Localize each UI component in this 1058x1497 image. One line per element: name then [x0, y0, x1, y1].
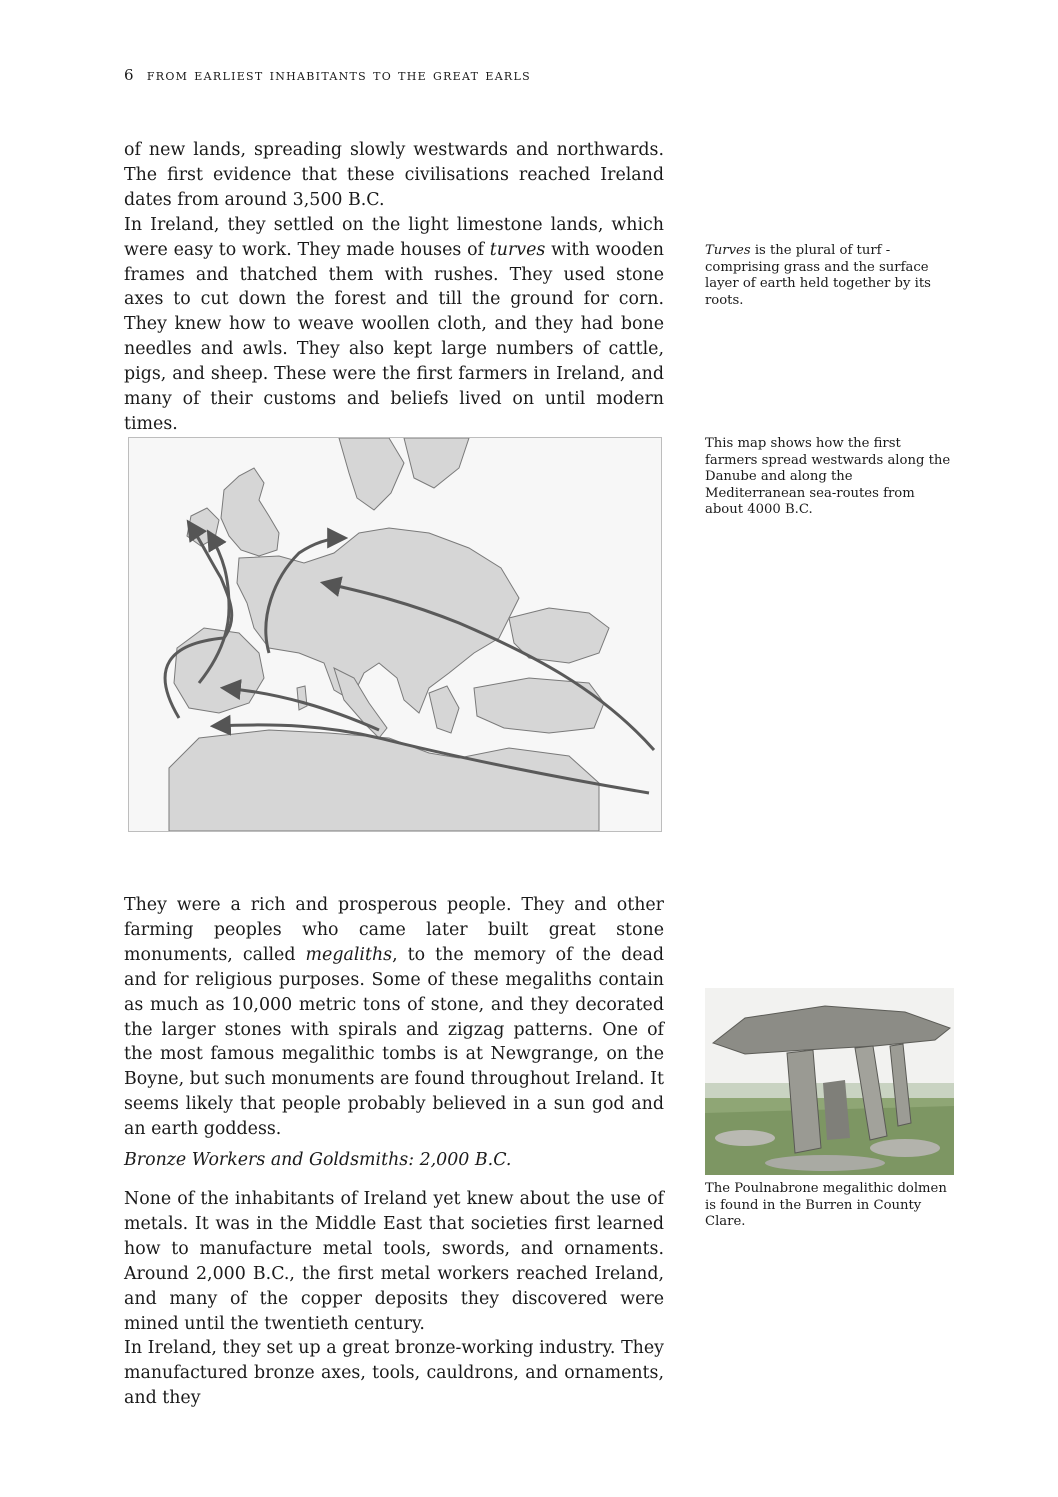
- land-masses: [169, 438, 609, 831]
- paragraph-intro: of new lands, spreading slowly westwards and northwards. The first evidence that these civilisations reached Ireland dates from around 3,500 B.C.: [124, 140, 664, 210]
- britain-landmass: [221, 468, 279, 556]
- running-title: from earliest inhabitants to the great earls: [146, 66, 531, 84]
- photo-caption-text: The Poulnabrone megalithic dolmen is found in the Burren in County Clare.: [705, 1181, 947, 1229]
- map-illustration: [129, 438, 661, 831]
- body-text-top: [124, 138, 664, 437]
- dolmen-illustration: [705, 988, 954, 1175]
- body-text-bottom: [124, 1187, 664, 1411]
- dolmen-photo: [705, 988, 954, 1175]
- body-text-middle: [124, 893, 664, 1142]
- section-subheading: Bronze Workers and Goldsmiths: 2,000 B.C.: [124, 1150, 512, 1170]
- scandinavia-east-landmass: [404, 438, 469, 488]
- greece-landmass: [429, 686, 459, 733]
- paragraph-metals: None of the inhabitants of Ireland yet knew about the use of metals. It was in the Middle East that societies first learned how to manufacture metal tools, swords, and ornaments. Around 2,000 B.C., the first metal workers reached Ireland, and many of the copper deposits they discovered were mined until the twentieth century.: [124, 1189, 664, 1334]
- map-caption: [705, 436, 955, 519]
- sidenote-turves: [705, 243, 955, 309]
- anatomia-landmass: [474, 678, 604, 733]
- europe-mainland-landmass: [237, 528, 519, 713]
- term-megaliths: megaliths: [305, 944, 393, 965]
- paragraph-settlement: [124, 213, 664, 437]
- paragraph-bronze: In Ireland, they set up a great bronze-working industry. They manufactured bronze axes, tools, cauldrons, and ornaments, and they: [124, 1338, 664, 1409]
- term-turves: turves: [489, 239, 546, 260]
- paragraph-settlement-start: In Ireland, they settled on the light limestone lands, which were easy to work. They made houses of: [124, 214, 664, 260]
- migration-map: [128, 437, 662, 832]
- sidenote-definition: is the plural of turf - comprising grass and the surface layer of earth held together by its roots.: [705, 243, 931, 308]
- north-africa-landmass: [169, 730, 599, 831]
- sidenote-term: Turves: [705, 243, 751, 258]
- iberia-landmass: [174, 628, 264, 713]
- page-number: 6: [124, 66, 135, 84]
- sardinia-landmass: [297, 686, 307, 710]
- paragraph-megaliths: [124, 893, 664, 1142]
- paragraph-settlement-end: with wooden frames and thatched them with rushes. They used stone axes to cut down the forest and till the ground for corn. They knew how to weave woollen cloth, and they had bone needles and awls. They also kept large numbers of cattle, pigs, and sheep. These were the first farmers in Ireland, and many of their customs and beliefs lived on until modern times.: [124, 239, 664, 434]
- paragraph-megaliths-start: They were a rich and prosperous people. They and other farming peoples who came later built great stone monuments, called: [124, 895, 664, 965]
- running-header: [124, 66, 531, 84]
- scandinavia-landmass: [339, 438, 404, 510]
- paragraph-megaliths-end: , to the memory of the dead and for religious purposes. Some of these megaliths contain as much as 10,000 metric tons of stone, and they decorated the larger stones with spirals and zigzag patterns. One of the most famous megalithic tombs is at Newgrange, on the Boyne, but such monuments are found throughout Ireland. It seems likely that people probably believed in a sun god and an earth goddess.: [124, 944, 665, 1140]
- map-caption-text: This map shows how the first farmers spread westwards along the Danube and along the Mediterranean sea-routes from about 4000 B.C.: [705, 436, 951, 517]
- photo-caption: [705, 1181, 955, 1231]
